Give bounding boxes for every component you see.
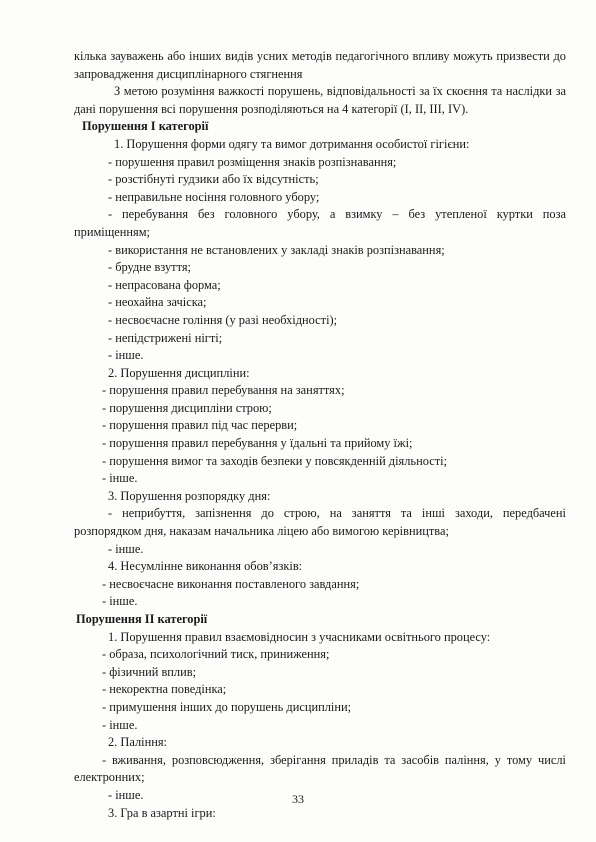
list-item: - порушення правил перебування на заняттях; bbox=[102, 383, 345, 398]
list-item: - порушення правил розміщення знаків розпізнавання; bbox=[108, 154, 397, 169]
list-item: - розстібнуті гудзики або їх відсутність; bbox=[108, 172, 319, 187]
intro-paragraph: З метою розуміння важкості порушень, відповідальності за їх скоєння та наслідки за дані порушення всі порушення розподіляються на 4 категорії (I, II, III, IV). bbox=[74, 84, 566, 116]
list-item: - інше. bbox=[102, 471, 138, 486]
list-item: - вживання, розповсюдження, зберігання приладів та засобів паління, у тому числі електронних; bbox=[74, 752, 566, 785]
list-item: - інше. bbox=[108, 541, 144, 556]
intro-text: кілька зауважень або інших видів усних методів педагогічного впливу можуть призвести до запровадження дисциплінарного стягнення bbox=[74, 49, 566, 81]
list-item: - інше. bbox=[108, 787, 144, 802]
cat1-section-1-title: 1. Порушення форми одягу та вимог дотримання особистої гігієни: bbox=[114, 136, 470, 151]
list-item: - інше. bbox=[108, 348, 144, 363]
list-item: - перебування без головного убору, а взимку – без утепленої куртки поза приміщенням; bbox=[74, 207, 566, 239]
list-item: - інше. bbox=[102, 717, 138, 732]
category-2-heading: Порушення II категорії bbox=[76, 612, 208, 626]
list-item: - некоректна поведінка; bbox=[102, 682, 227, 697]
list-item: - несвоєчасне гоління (у разі необхідності); bbox=[108, 312, 338, 327]
list-item: - несвоєчасне виконання поставленого завдання; bbox=[102, 576, 360, 591]
page-content bbox=[74, 48, 566, 822]
list-item: - непрасована форма; bbox=[108, 277, 221, 292]
list-item: - неправильне носіння головного убору; bbox=[108, 189, 320, 204]
list-item: - порушення вимог та заходів безпеки у повсякденній діяльності; bbox=[102, 453, 448, 468]
list-item: - порушення дисципліни строю; bbox=[102, 400, 272, 415]
cat2-section-2-title: 2. Паління: bbox=[108, 735, 167, 750]
list-item: - неохайна зачіска; bbox=[108, 295, 207, 310]
list-item: - фізичний вплив; bbox=[102, 664, 197, 679]
cat1-section-4-title: 4. Несумлінне виконання обов’язків: bbox=[108, 559, 303, 574]
list-item: - брудне взуття; bbox=[108, 260, 191, 275]
list-item: - примушення інших до порушень дисципліни; bbox=[102, 699, 352, 714]
list-item: - використання не встановлених у закладі знаків розпізнавання; bbox=[108, 242, 445, 257]
list-item: - непідстрижені нігті; bbox=[108, 330, 223, 345]
list-item: - порушення правил під час перерви; bbox=[102, 418, 298, 433]
cat1-section-2-title: 2. Порушення дисципліни: bbox=[108, 365, 250, 380]
page-number: 33 bbox=[292, 792, 304, 806]
cat2-section-3-title: 3. Гра в азартні ігри: bbox=[108, 805, 216, 820]
list-item: - неприбуття, запізнення до строю, на заняття та інші заходи, передбачені розпорядком дня, наказам начальника ліцею або вимогою керівництва; bbox=[74, 506, 566, 539]
list-item: - порушення правил перебування у їдальні та прийому їжі; bbox=[102, 436, 413, 451]
cat2-section-1-title: 1. Порушення правил взаємовідносин з учасниками освітнього процесу: bbox=[108, 629, 491, 644]
category-1-heading: Порушення I категорії bbox=[82, 119, 209, 134]
cat1-section-3-title: 3. Порушення розпорядку дня: bbox=[108, 488, 271, 503]
list-item: - інше. bbox=[102, 594, 138, 609]
list-item: - образа, психологічний тиск, приниження; bbox=[102, 647, 330, 662]
